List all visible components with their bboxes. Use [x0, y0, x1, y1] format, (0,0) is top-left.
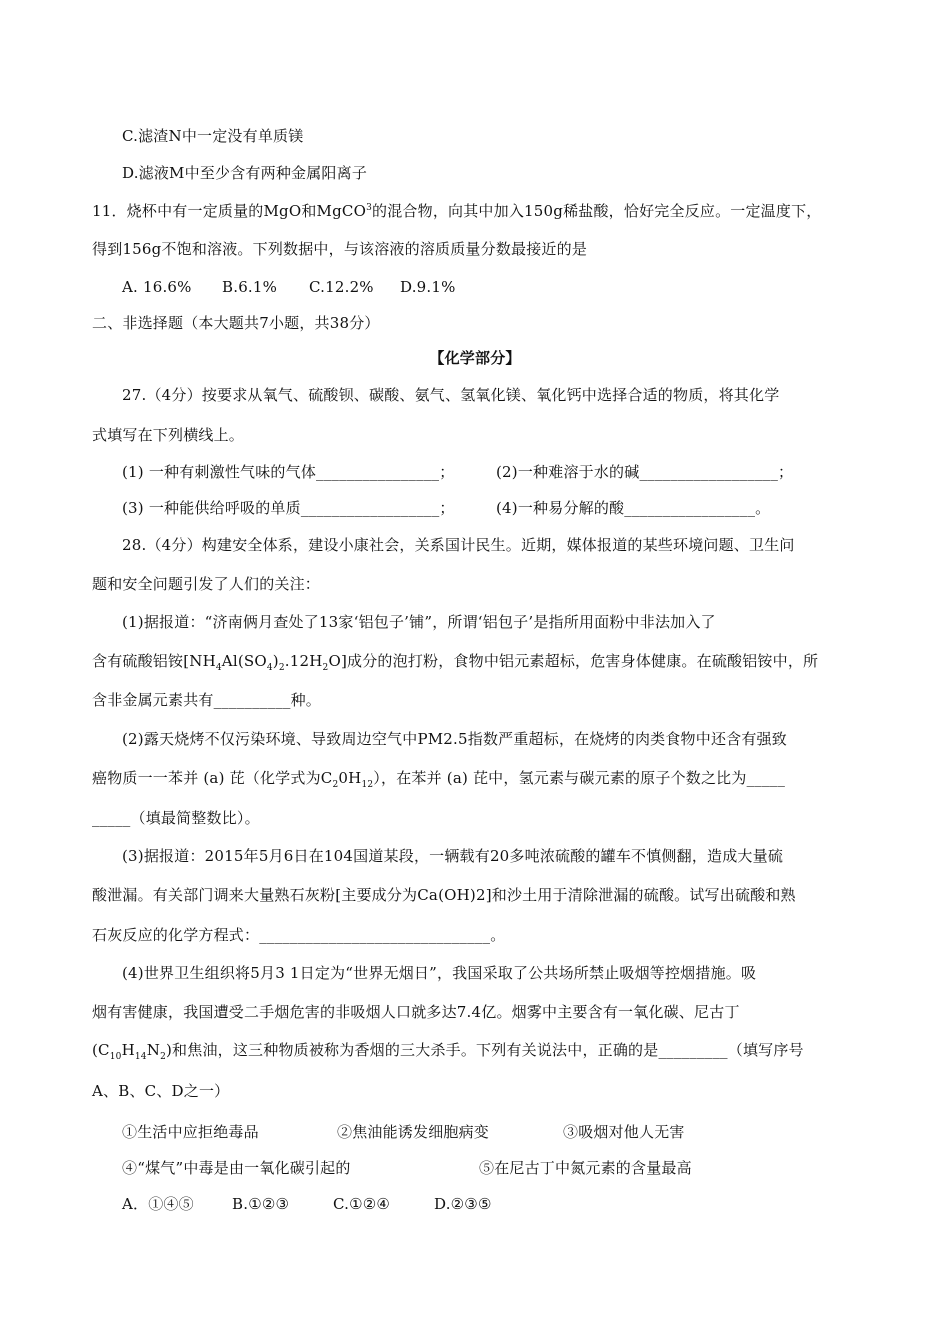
- q27-item-2: (2)一种难溶于水的碱__________________；: [496, 463, 794, 481]
- q10-option-d: D.滤液M中至少含有两种金属阳离子: [122, 164, 368, 182]
- q11-option-d: D.9.1%: [400, 278, 456, 296]
- statement-5: ⑤在尼古丁中氮元素的含量最高: [479, 1159, 692, 1177]
- q28-stem-line1: 28.（4分）构建安全体系，建设小康社会，关系国计民生。近期，媒体报道的某些环境问题、卫生问: [122, 536, 795, 554]
- q11-option-b: B.6.1%: [222, 278, 278, 296]
- statement-4: ④“煤气”中毒是由一氧化碳引起的: [122, 1159, 351, 1177]
- q10-option-c: C.滤渣N中一定没有单质镁: [122, 127, 304, 145]
- q28-option-d: D.②③⑤: [434, 1195, 492, 1213]
- statement-3: ③吸烟对他人无害: [563, 1123, 685, 1141]
- q11-option-c: C.12.2%: [309, 278, 374, 296]
- statement-2: ②焦油能诱发细胞病变: [337, 1123, 490, 1141]
- q28-option-a: A．①④⑤: [122, 1195, 194, 1213]
- q28-part4-line1: (4)世界卫生组织将5月3 1日定为“世界无烟日”，我国采取了公共场所禁止吸烟等控烟措施。吸: [122, 964, 757, 982]
- q28-part2-line3: _____（填最简整数比）。: [92, 809, 260, 827]
- statement-1: ①生活中应拒绝毒品: [122, 1123, 259, 1141]
- q11-stem-line2: 得到156g不饱和溶液。下列数据中，与该溶液的溶质质量分数最接近的是: [92, 240, 588, 258]
- q28-part4-line3: $(C_{10}H_{14}N_2)$和焦油，这三种物质被称为香烟的三大杀手。下列有关说法中，正确的是_________（填写序号: [92, 1041, 804, 1062]
- q28-part4-line4: A、B、C、D之一）: [92, 1082, 230, 1100]
- q11-option-a: A. 16.6%: [122, 278, 192, 296]
- q28-part3-line3: 石灰反应的化学方程式：______________________________。: [92, 926, 506, 944]
- q28-part1-line3: 含非金属元素共有__________种。: [92, 691, 322, 709]
- q27-stem-line2: 式填写在下列横线上。: [92, 426, 245, 444]
- q28-option-c: C.①②④: [333, 1195, 391, 1213]
- q28-part3-line2: 酸泄漏。有关部门调来大量熟石灰粉[主要成分为Ca(OH)2]和沙土用于清除泄漏的硫酸。试写出硫酸和熟: [92, 886, 796, 904]
- q11-stem-line1: 11．烧杯中有一定质量的MgO和MgCO$^3$的混合物，向其中加入150g稀盐酸，恰好完全反应。一定温度下，: [92, 202, 822, 220]
- q28-stem-line2: 题和安全问题引发了人们的关注：: [92, 575, 321, 593]
- q28-part4-line2: 烟有害健康，我国遭受二手烟危害的非吸烟人口就多达7.4亿。烟雾中主要含有一氧化碳、尼古丁: [92, 1003, 740, 1021]
- q28-part1-line2: 含有硫酸铝铵$[NH_4Al(SO_4)_2.12H_2O]$成分的泡打粉，食物中铝元素超标，危害身体健康。在硫酸铝铵中，所: [92, 652, 819, 673]
- q27-item-4: (4)一种易分解的酸_________________。: [496, 499, 771, 517]
- q28-option-b: B.①②③: [232, 1195, 290, 1213]
- q28-part2-line2: 癌物质一一苯并 (a) 芘（化学式为$C_20H_{12}$），在苯并 (a) 芘中，氢元素与碳元素的原子个数之比为_____: [92, 769, 786, 790]
- q28-part1-line1: (1)据报道：“济南俩月查处了13家‘铝包子’铺”，所谓‘铝包子’是指所用面粉中非法加入了: [122, 613, 716, 631]
- q27-stem-line1: 27.（4分）按要求从氧气、硫酸钡、碳酸、氨气、氢氧化镁、氧化钙中选择合适的物质，将其化学: [122, 386, 780, 404]
- q27-item-1: (1) 一种有刺激性气味的气体________________；: [122, 463, 455, 481]
- q28-part3-line1: (3)据报道：2015年5月6日在104国道某段，一辆载有20多吨浓硫酸的罐车不慎侧翻，造成大量硫: [122, 847, 784, 865]
- section-heading: 二、非选择题（本大题共7小题，共38分）: [92, 314, 380, 332]
- q27-item-3: (3) 一种能供给呼吸的单质__________________；: [122, 499, 455, 517]
- q28-part2-line1: (2)露天烧烤不仅污染环境、导致周边空气中PM2.5指数严重超标，在烧烤的肉类食物中还含有强致: [122, 730, 787, 748]
- chemistry-heading: 【化学部分】: [429, 349, 521, 367]
